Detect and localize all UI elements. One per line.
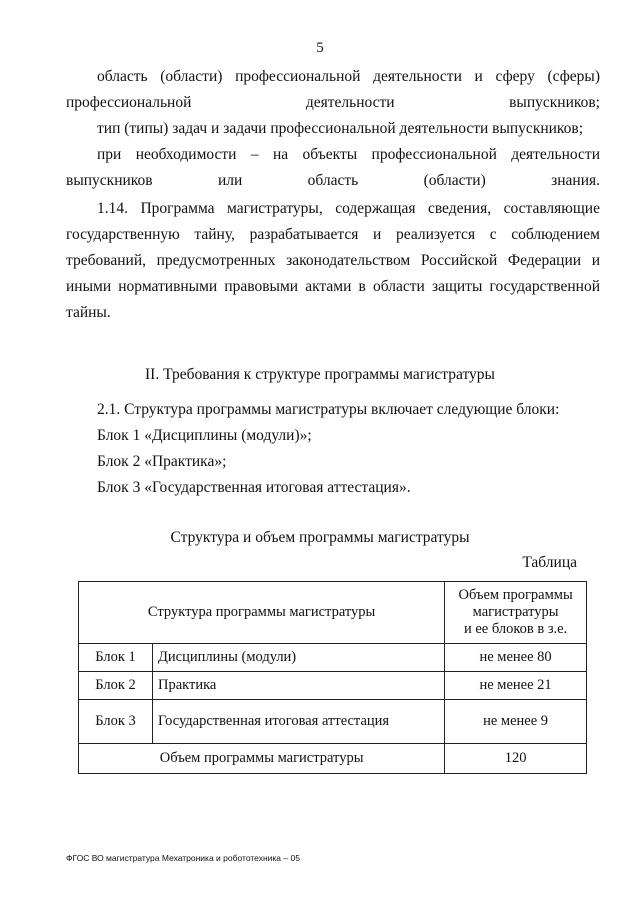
block-name-cell: Государственная итоговая аттестация [153,700,445,744]
block-1-item: Блок 1 «Дисциплины (модули)»; [97,427,312,444]
volume-cell: не менее 21 [445,672,587,700]
table-label: Таблица [522,554,577,571]
header-volume-line2: магистратуры [472,604,559,620]
paragraph-1: область (области) профессиональной деятельности и сферу (сферы) профессиональной деятельности выпускников; [66,68,600,111]
volume-cell: не менее 80 [445,644,587,672]
block-name-cell: Дисциплины (модули) [153,644,445,672]
paragraph-3: при необходимости – на объекты профессиональной деятельности выпускников или область (области) знания. [66,146,600,189]
document-footer: ФГОС ВО магистратура Мехатроника и робототехника – 05 [66,853,300,863]
block-3-item: Блок 3 «Государственная итоговая аттестация». [97,479,411,496]
table-row [79,672,587,700]
header-volume-line3: и ее блоков в з.е. [463,621,568,637]
block-cell: Блок 3 [79,700,153,744]
total-value-cell: 120 [445,744,587,774]
total-label-cell: Объем программы магистратуры [79,744,445,774]
block-cell: Блок 1 [79,644,153,672]
table-header-row [79,582,587,644]
table-row [79,644,587,672]
table-row [79,700,587,744]
section-intro: 2.1. Структура программы магистратуры включает следующие блоки: [97,401,560,418]
paragraph-4: 1.14. Программа магистратуры, содержащая сведения, составляющие государственную тайну, разрабатывается и реализуется с соблюдением требований, предусмотренных законодательством Российской Федерации и иными нормативными правовыми актами в области защиты государственной тайны. [66,200,600,321]
block-name-cell: Практика [153,672,445,700]
header-volume-cell [445,582,587,644]
header-volume-line1: Объем программы [458,587,573,603]
volume-cell: не менее 9 [445,700,587,744]
program-structure-table [78,581,587,774]
block-cell: Блок 2 [79,672,153,700]
table-title: Структура и объем программы магистратуры [170,529,470,546]
table-total-row [79,744,587,774]
section-heading: II. Требования к структуре программы магистратуры [145,366,495,383]
header-structure-cell: Структура программы магистратуры [79,582,445,644]
paragraph-2: тип (типы) задач и задачи профессиональной деятельности выпускников; [97,120,584,137]
block-2-item: Блок 2 «Практика»; [97,453,227,470]
page-number: 5 [316,40,324,56]
